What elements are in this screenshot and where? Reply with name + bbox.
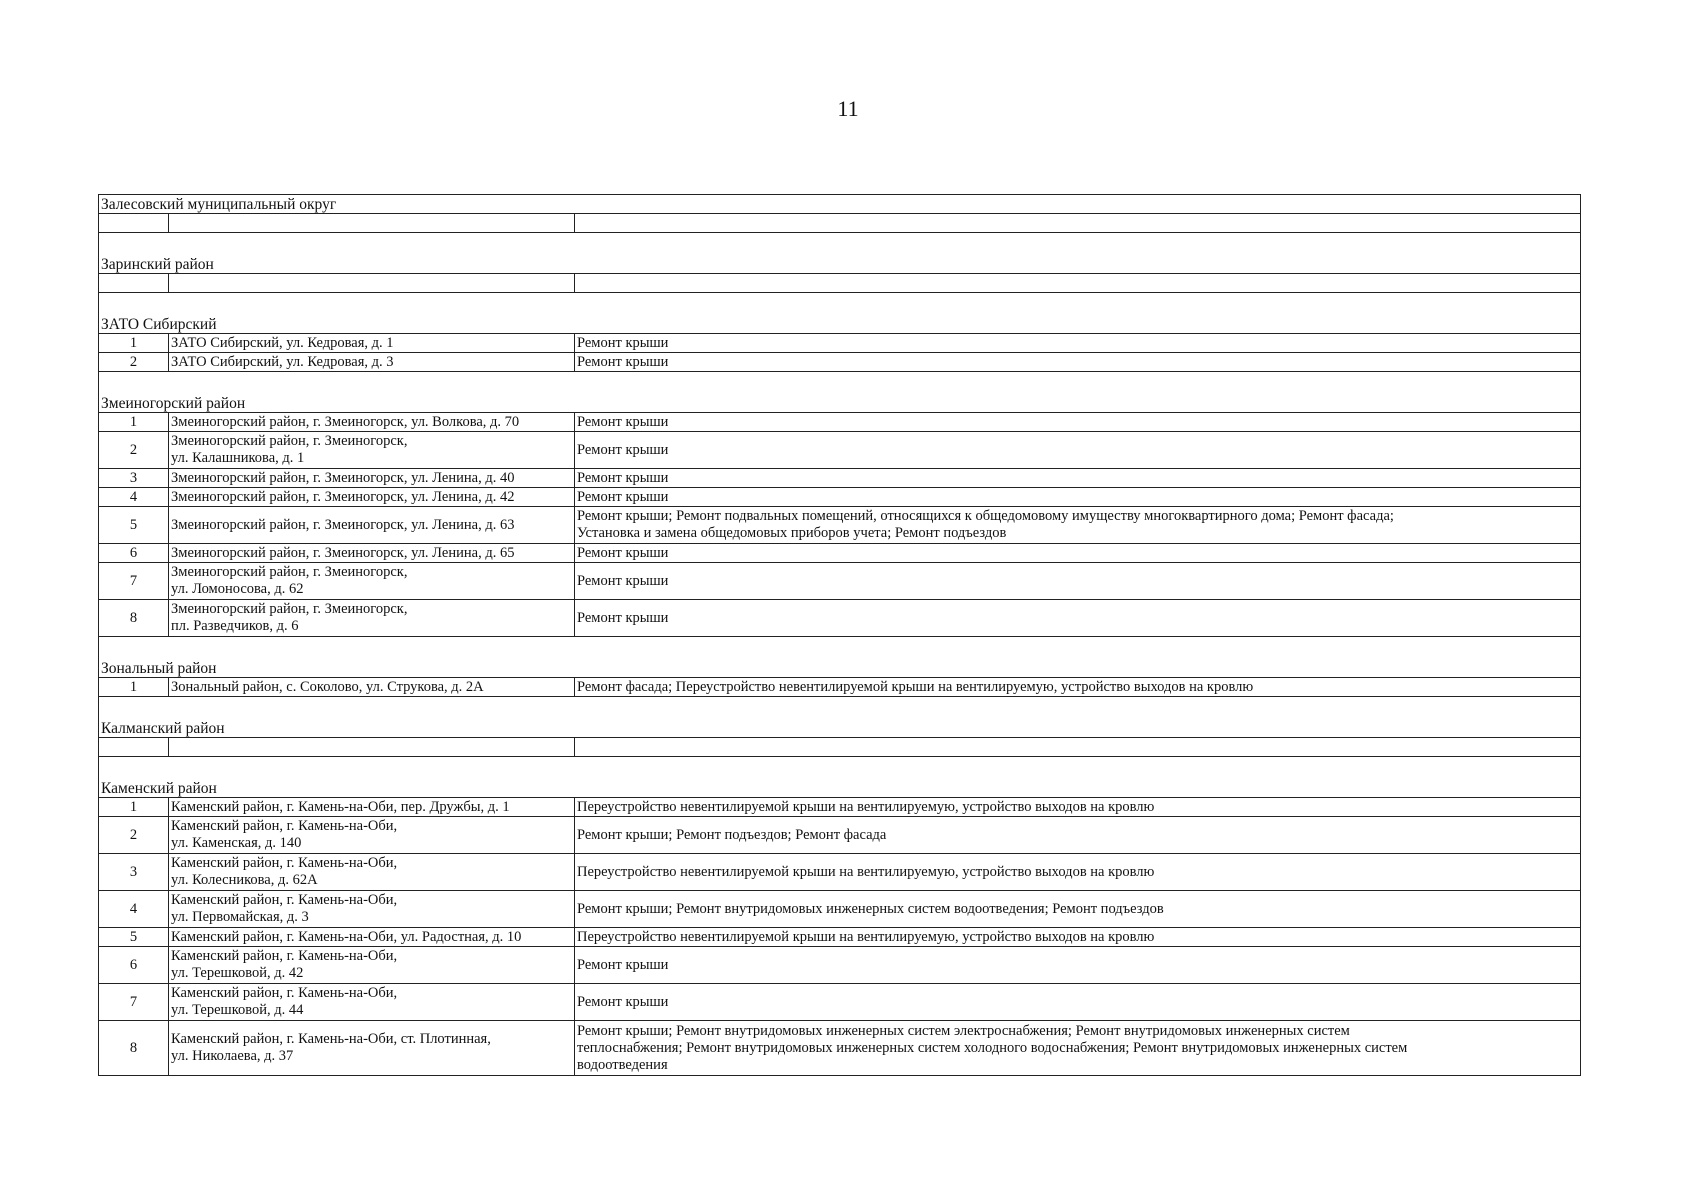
page-number: 11 (837, 96, 859, 121)
works-cell (575, 469, 1581, 488)
table-row (99, 817, 1581, 854)
address-line: ул. Николаева, д. 37 (171, 1048, 294, 1064)
works-line: Ремонт крыши (577, 956, 669, 973)
table-row (99, 413, 1581, 432)
empty-cell (169, 214, 575, 233)
address-line: Каменский район, г. Камень-на-Оби, (171, 985, 398, 1001)
address-line: Каменский район, г. Камень-на-Оби, (171, 855, 398, 871)
address-line: ул. Первомайская, д. 3 (171, 909, 309, 925)
works-line: Ремонт крыши (577, 353, 669, 370)
address-line: Каменский район, г. Камень-на-Оби, ул. Радостная, д. 10 (171, 928, 522, 945)
works-line: Переустройство невентилируемой крыши на вентилируемую, устройство выходов на кровлю (577, 798, 1155, 815)
row-number: 1 (99, 798, 169, 817)
address-line: Змеиногорский район, г. Змеиногорск, ул. Ленина, д. 63 (171, 516, 515, 533)
table-row (99, 544, 1581, 563)
empty-cell (575, 738, 1581, 757)
address-cell (169, 413, 575, 432)
address-cell (169, 353, 575, 372)
address-cell (169, 507, 575, 544)
address-line: Змеиногорский район, г. Змеиногорск, ул. Волкова, д. 70 (171, 413, 520, 430)
empty-row (99, 274, 1581, 293)
group-header-row (99, 637, 1581, 678)
works-line: Переустройство невентилируемой крыши на вентилируемую, устройство выходов на кровлю (577, 928, 1155, 945)
address-line: ЗАТО Сибирский, ул. Кедровая, д. 1 (171, 334, 394, 351)
address-cell (169, 678, 575, 697)
works-cell (575, 817, 1581, 854)
table-row (99, 507, 1581, 544)
empty-cell (169, 738, 575, 757)
works-line: Ремонт крыши (577, 572, 669, 589)
address-line: Каменский район, г. Камень-на-Оби, (171, 948, 398, 964)
address-cell (169, 891, 575, 928)
row-number: 4 (99, 488, 169, 507)
address-line: Каменский район, г. Камень-на-Оби, ст. Плотинная, (171, 1031, 491, 1047)
group-name: Зональный район (99, 637, 1581, 678)
address-line: пл. Разведчиков, д. 6 (171, 618, 299, 634)
address-line: ул. Калашникова, д. 1 (171, 450, 305, 466)
empty-cell (99, 274, 169, 293)
table-row (99, 891, 1581, 928)
address-line: Каменский район, г. Камень-на-Оби, пер. Дружбы, д. 1 (171, 798, 510, 815)
empty-cell (575, 214, 1581, 233)
group-name: Калманский район (99, 697, 1581, 738)
works-line: Ремонт крыши (577, 413, 669, 430)
address-line: Змеиногорский район, г. Змеиногорск, (171, 433, 408, 449)
row-number: 6 (99, 947, 169, 984)
works-cell (575, 353, 1581, 372)
address-cell (169, 600, 575, 637)
row-number: 2 (99, 817, 169, 854)
works-cell (575, 600, 1581, 637)
address-line: Зональный район, с. Соколово, ул. Струкова, д. 2А (171, 678, 484, 695)
group-name: Змеиногорский район (99, 372, 1581, 413)
group-header-row (99, 233, 1581, 274)
empty-cell (99, 738, 169, 757)
address-line: ул. Терешковой, д. 44 (171, 1002, 304, 1018)
works-line: Ремонт крыши; Ремонт подъездов; Ремонт фасада (577, 826, 887, 843)
address-cell (169, 334, 575, 353)
works-line: Ремонт крыши (577, 993, 669, 1010)
table-row (99, 488, 1581, 507)
empty-row (99, 738, 1581, 757)
row-number: 2 (99, 432, 169, 469)
table-row (99, 984, 1581, 1021)
works-cell (575, 928, 1581, 947)
address-line: ул. Терешковой, д. 42 (171, 965, 304, 981)
address-cell (169, 854, 575, 891)
row-number: 2 (99, 353, 169, 372)
table-row (99, 432, 1581, 469)
address-cell (169, 544, 575, 563)
table-row (99, 928, 1581, 947)
works-cell (575, 891, 1581, 928)
address-line: Змеиногорский район, г. Змеиногорск, ул. Ленина, д. 40 (171, 469, 515, 486)
table-row (99, 798, 1581, 817)
group-header-row (99, 372, 1581, 413)
address-cell (169, 817, 575, 854)
table-row (99, 334, 1581, 353)
row-number: 7 (99, 984, 169, 1021)
works-line: Ремонт крыши (577, 488, 669, 505)
address-line: ул. Ломоносова, д. 62 (171, 581, 304, 597)
address-line: Змеиногорский район, г. Змеиногорск, (171, 601, 408, 617)
row-number: 5 (99, 928, 169, 947)
address-line: Каменский район, г. Камень-на-Оби, (171, 818, 398, 834)
works-line: водоотведения (577, 1056, 668, 1073)
group-name: Заринский район (99, 233, 1581, 274)
address-line: Каменский район, г. Камень-на-Оби, (171, 892, 398, 908)
address-line: Змеиногорский район, г. Змеиногорск, ул. Ленина, д. 42 (171, 488, 515, 505)
works-line: Ремонт крыши (577, 441, 669, 458)
address-cell (169, 432, 575, 469)
table-row (99, 600, 1581, 637)
works-line: Ремонт фасада; Переустройство невентилируемой крыши на вентилируемую, устройство выходов на кровлю (577, 678, 1254, 695)
empty-row (99, 214, 1581, 233)
table-row (99, 854, 1581, 891)
address-cell (169, 563, 575, 600)
works-cell (575, 798, 1581, 817)
works-cell (575, 413, 1581, 432)
row-number: 7 (99, 563, 169, 600)
address-cell (169, 928, 575, 947)
works-cell (575, 854, 1581, 891)
group-header-row (99, 757, 1581, 798)
address-cell (169, 798, 575, 817)
row-number: 4 (99, 891, 169, 928)
works-line: Ремонт крыши; Ремонт внутридомовых инженерных систем электроснабжения; Ремонт внутридомовых инженерных систем (577, 1022, 1350, 1039)
works-cell (575, 507, 1581, 544)
works-cell (575, 544, 1581, 563)
row-number: 3 (99, 854, 169, 891)
table-row (99, 1021, 1581, 1076)
works-line: теплоснабжения; Ремонт внутридомовых инженерных систем холодного водоснабжения; Ремонт внутридомовых инженерных систем (577, 1039, 1408, 1056)
works-cell (575, 947, 1581, 984)
works-line: Ремонт крыши; Ремонт внутридомовых инженерных систем водоотведения; Ремонт подъездов (577, 900, 1164, 917)
row-number: 3 (99, 469, 169, 488)
works-cell (575, 563, 1581, 600)
table-row (99, 353, 1581, 372)
works-cell (575, 432, 1581, 469)
group-name: Залесовский муниципальный округ (99, 195, 1581, 214)
row-number: 8 (99, 600, 169, 637)
row-number: 1 (99, 413, 169, 432)
address-cell (169, 947, 575, 984)
table-row (99, 469, 1581, 488)
row-number: 1 (99, 334, 169, 353)
group-header-row (99, 293, 1581, 334)
group-name: ЗАТО Сибирский (99, 293, 1581, 334)
group-name: Каменский район (99, 757, 1581, 798)
group-header-row (99, 195, 1581, 214)
row-number: 8 (99, 1021, 169, 1076)
table-row (99, 947, 1581, 984)
address-cell (169, 1021, 575, 1076)
works-register-table (98, 194, 1581, 1076)
works-cell (575, 984, 1581, 1021)
row-number: 5 (99, 507, 169, 544)
table-row (99, 678, 1581, 697)
address-line: Змеиногорский район, г. Змеиногорск, (171, 564, 408, 580)
works-cell (575, 488, 1581, 507)
row-number: 6 (99, 544, 169, 563)
works-cell (575, 1021, 1581, 1076)
group-header-row (99, 697, 1581, 738)
works-line: Ремонт крыши (577, 609, 669, 626)
works-line: Ремонт крыши; Ремонт подвальных помещений, относящихся к общедомовому имуществу многоквартирного дома; Ремонт фасада; (577, 508, 1394, 524)
address-line: ул. Каменская, д. 140 (171, 835, 302, 851)
table-row (99, 563, 1581, 600)
works-line: Ремонт крыши (577, 334, 669, 351)
empty-cell (575, 274, 1581, 293)
address-line: ЗАТО Сибирский, ул. Кедровая, д. 3 (171, 353, 394, 370)
empty-cell (169, 274, 575, 293)
address-cell (169, 488, 575, 507)
works-cell (575, 678, 1581, 697)
works-cell (575, 334, 1581, 353)
address-line: ул. Колесникова, д. 62А (171, 872, 318, 888)
address-line: Змеиногорский район, г. Змеиногорск, ул. Ленина, д. 65 (171, 544, 515, 561)
works-line: Переустройство невентилируемой крыши на вентилируемую, устройство выходов на кровлю (577, 863, 1155, 880)
works-line: Ремонт крыши (577, 469, 669, 486)
address-cell (169, 469, 575, 488)
address-cell (169, 984, 575, 1021)
works-line: Установка и замена общедомовых приборов учета; Ремонт подъездов (577, 525, 1007, 541)
row-number: 1 (99, 678, 169, 697)
table-body (99, 195, 1581, 1076)
empty-cell (99, 214, 169, 233)
works-line: Ремонт крыши (577, 544, 669, 561)
